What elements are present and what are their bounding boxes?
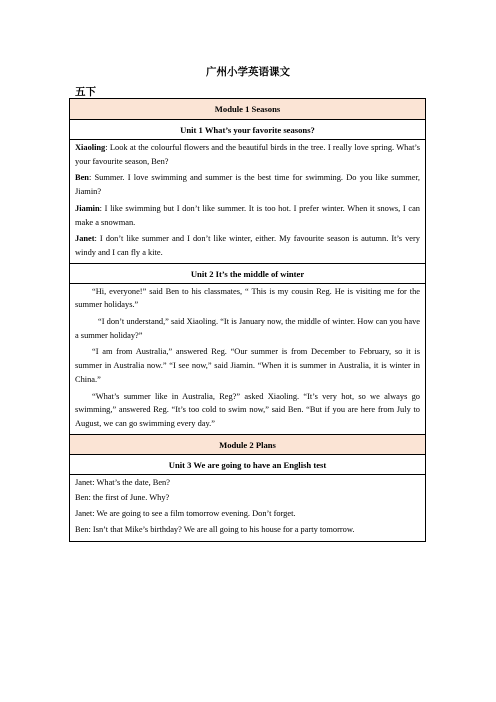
story-paragraph: “I don’t understand,” said Xiaoling. “It is January now, the middle of winter. How can you have a summer holiday?” [75,317,420,340]
dialogue-line [75,171,420,198]
dialogue-line: Ben: Isn’t that Mike’s birthday? We are all going to his house for a party tomorrow. [75,524,355,534]
unit-3-header: Unit 3 We are going to have an English test [70,454,425,474]
unit-3-dialogue [70,474,425,542]
dialogue-line [75,232,420,259]
unit-2-header: Unit 2 It’s the middle of winter [70,263,425,283]
line-text: : I like swimming but I don’t like summer. It is too hot. I prefer winter. When it snows, I can make a snowman. [75,203,420,227]
page-title: 广州小学英语课文 [206,66,290,78]
dialogue-line: Janet: What’s the date, Ben? [75,477,170,487]
speaker-name: Xiaoling [75,143,106,152]
speaker-name: Ben [75,173,89,183]
module-2-header: Module 2 Plans [70,434,425,454]
dialogue-line: Ben: the first of June. Why? [75,493,170,503]
grade-label: 五下 [75,86,96,98]
line-text: : Look at the colourful flowers and the beautiful birds in the tree. I really love spring. What’s your favourite season, Ben? [75,143,420,166]
dialogue-line [75,141,420,168]
dialogue-line: Janet: We are going to see a film tomorrow evening. Don’t forget. [75,509,296,519]
story-paragraph: “What’s summer like in Australia, Reg?” asked Xiaoling. “It’s very hot, so we always go swimming,” answered Reg. “It’s too cold to swim now,” said Ben. “But if you are here from July to August, we can go swimming every day.” [75,391,420,428]
unit-2-story [70,283,425,434]
dialogue-line [75,202,420,229]
unit-1-dialogue [70,139,425,263]
story-paragraph: “Hi, everyone!” said Ben to his classmates, “ This is my cousin Reg. He is visiting me for the summer holidays.” [75,286,420,310]
speaker-name: Jiamin [75,203,100,213]
story-paragraph: “I am from Australia,” answered Reg. “Our summer is from December to February, so it is summer in Australia now.” “I see now,” said Jiamin. “When it is summer in Australia, it is winter in China.” [75,347,420,384]
line-text: : Summer. I love swimming and summer is the best time for swimming. Do you like summer, Jiamin? [75,173,420,197]
speaker-name: Janet [75,234,95,244]
line-text: : I don’t like summer and I don’t like winter, either. My favourite season is autumn. It’s very windy and I can fly a kite. [75,234,420,257]
unit-1-header: Unit 1 What’s your favorite seasons? [70,119,425,139]
module-1-header: Module 1 Seasons [70,99,425,119]
textbook-table [69,98,426,542]
